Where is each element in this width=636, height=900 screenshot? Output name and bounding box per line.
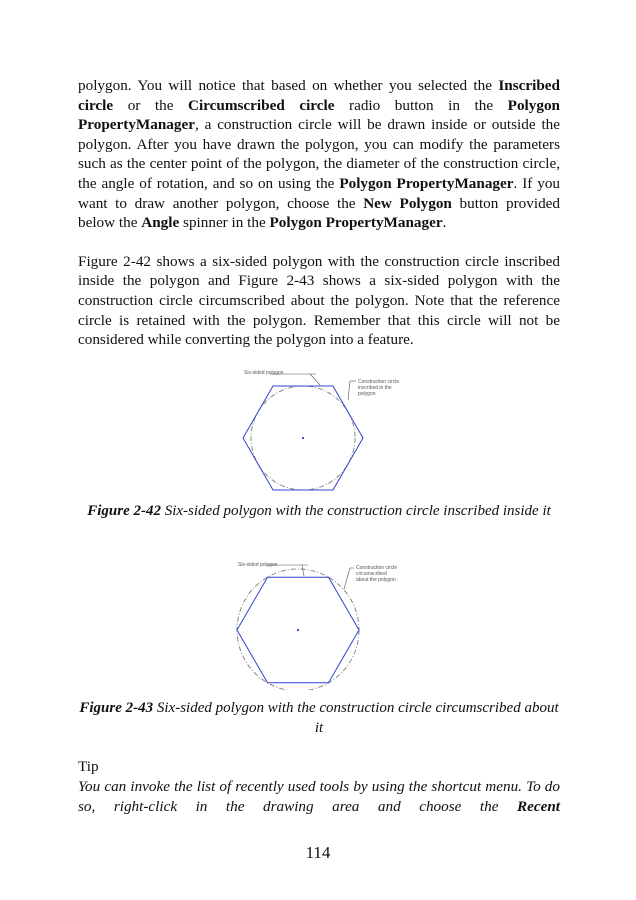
callout-leader-circle-2: [348, 381, 350, 400]
bold-term: Inscribed circle: [78, 77, 560, 114]
bold-term: New Polygon: [363, 194, 452, 212]
callout-leader-polygon-2: [310, 374, 320, 385]
text-run: button provided below the: [78, 194, 561, 232]
callout-circle-label-2: inscribed in the: [358, 385, 392, 391]
page-number: 114: [305, 843, 331, 862]
bold-term: Polygon PropertyManager: [78, 96, 560, 134]
paragraph-1: [78, 76, 560, 233]
text-run: . If you want to draw another polygon, choose the: [78, 174, 561, 212]
callout-circle-label-3: polygon: [358, 391, 376, 397]
callout-circle-label-2: circumscribed: [356, 571, 387, 577]
figure-2-42-image: [228, 364, 408, 494]
text-run: spinner in the: [179, 214, 270, 232]
text-run: radio button in the: [334, 96, 508, 114]
tip-text: [78, 777, 560, 816]
callout-polygon-label: Six-sided polygon: [238, 562, 278, 568]
tip-text-run: You can invoke the list of recently used tools by using the shortcut menu. To do so, right-click in the drawing area and choose the: [78, 778, 560, 815]
text-run: , a construction circle will be drawn inside or outside the polygon. After you have drawn the polygon, you can modify the parameters such as the center point of the polygon, the diameter of the construction circle, the angle of rotation, and so on using the: [78, 116, 560, 192]
paragraph-2: Figure 2-42 shows a six-sided polygon with the construction circle inscribed inside the polygon and Figure 2-43 shows a six-sided polygon with the construction circle circumscribed about the polygon. Note that the reference circle is retained with the polygon. Remember that this circle will not be considered while converting the polygon into a feature.: [78, 252, 560, 349]
figure-2-43-image: [228, 556, 408, 690]
text-run: or the: [113, 96, 189, 114]
figure-2-42-caption: [78, 502, 560, 522]
callout-circle-label-3: about the polygon: [356, 577, 396, 583]
text-run: polygon. You will notice that based on whether you selected the: [78, 77, 499, 94]
callout-leader-circle-2: [344, 568, 350, 589]
caption-text: Six-sided polygon with the construction circle circumscribed about it: [153, 700, 559, 736]
caption-text: Six-sided polygon with the construction circle inscribed inside it: [160, 503, 551, 519]
callout-circle-label-1: Construction circle: [358, 379, 400, 385]
callout-polygon-label: Six-sided polygon: [244, 370, 284, 376]
figure-2-43-caption: [78, 699, 560, 738]
bold-term: Circumscribed circle: [188, 96, 335, 114]
tip-label: Tip: [78, 758, 99, 775]
callout-circle-label-1: Construction circle: [356, 565, 398, 571]
center-point: [302, 437, 304, 439]
callout-leader-polygon-2: [302, 565, 304, 576]
center-point: [297, 629, 299, 631]
bold-term: Angle: [141, 214, 180, 232]
tip-bold-term: Recent: [516, 797, 560, 815]
text-run: .: [442, 214, 447, 232]
caption-label: Figure 2-43: [79, 700, 154, 716]
bold-term: Polygon PropertyManager: [339, 174, 514, 192]
bold-term: Polygon PropertyManager: [269, 214, 443, 232]
page-body: [78, 76, 560, 350]
caption-label: Figure 2-42: [87, 503, 161, 519]
